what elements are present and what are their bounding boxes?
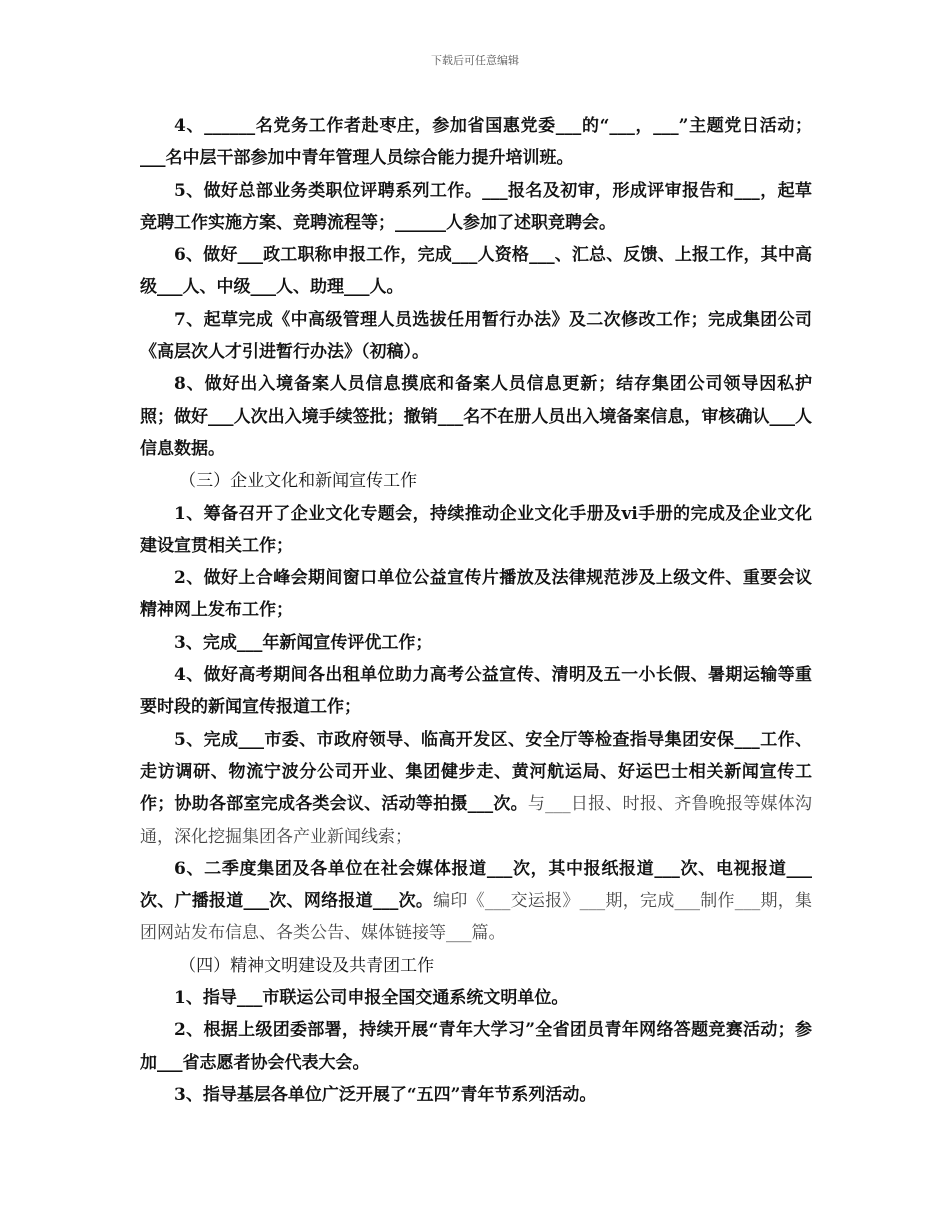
paragraph-3-3: 3、完成___年新闻宣传评优工作； [174,632,433,653]
page-header: 下载后可任意编辑 [431,54,519,67]
paragraph-3-4: 4、做好高考期间各出租单位助力高考公益宣传、清明及五一小长假、暑期运输等重要时段的新闻宣传报道工作； [140,665,812,718]
paragraph-3-1: 1、筹备召开了企业文化专题会，持续推动企业文化手册及vi手册的完成及企业文化建设宣贯相关工作； [140,503,812,556]
paragraph-7: 7、起草完成《中高级管理人员选拔任用暂行办法》及二次修改工作；完成集团公司《高层次人才引进暂行办法》（初稿）。 [140,309,812,363]
paragraph-4-1: 1、指导___市联运公司申报全国交通系统文明单位。 [174,988,569,1009]
paragraph-6: 6、做好___政工职称申报工作，完成___人资格___、汇总、反馈、上报工作，其中高级___人、中级___人、助理___人。 [140,245,812,298]
section-heading-3: （三）企业文化和新闻宣传工作 [179,471,418,492]
paragraph-4-2: 2、根据上级团委部署，持续开展“青年大学习”全省团员青年网络答题竞赛活动；参加___省志愿者协会代表大会。 [140,1020,812,1073]
paragraph-4: 4、______名党务工作者赴枣庄，参加省国惠党委___的“___，___”主题党日活动；___名中层干部参加中青年管理人员综合能力提升培训班。 [140,116,812,169]
paragraph-3-5: 5、完成___市委、市政府领导、临高开发区、安全厅等检查指导集团安保___工作、走访调研、物流宁波分公司开业、集团健步走、黄河航运局、好运巴士相关新闻宣传工作；协助各部室完成各类会议、活动等拍摄___次。与___日报、时报、齐鲁晚报等媒体沟通，深化挖掘集团各产业新闻线索； [140,729,813,847]
paragraph-5: 5、做好总部业务类职位评聘系列工作。___报名及初审，形成评审报告和___，起草竞聘工作实施方案、竞聘流程等；______人参加了述职竞聘会。 [140,180,812,233]
paragraph-4-3: 3、指导基层各单位广泛开展了“五四”青年节系列活动。 [174,1084,597,1105]
section-heading-4: （四）精神文明建设及共青团工作 [179,955,435,976]
paragraph-3-6: 6、二季度集团及各单位在社会媒体报道___次，其中报纸报道___次、电视报道___次、广播报道___次、网络报道___次。编印《___交运报》___期，完成___制作___期，集团网站发布信息、各类公告、媒体链接等___篇。 [140,858,813,944]
paragraph-8: 8、做好出入境备案人员信息摸底和备案人员信息更新；结存集团公司领导因私护照；做好___人次出入境手续签批；撤销___名不在册人员出入境备案信息，审核确认___人信息数据。 [140,374,812,459]
paragraph-3-2: 2、做好上合峰会期间窗口单位公益宣传片播放及法律规范涉及上级文件、重要会议精神网上发布工作； [140,568,812,621]
document-body [140,110,812,1111]
